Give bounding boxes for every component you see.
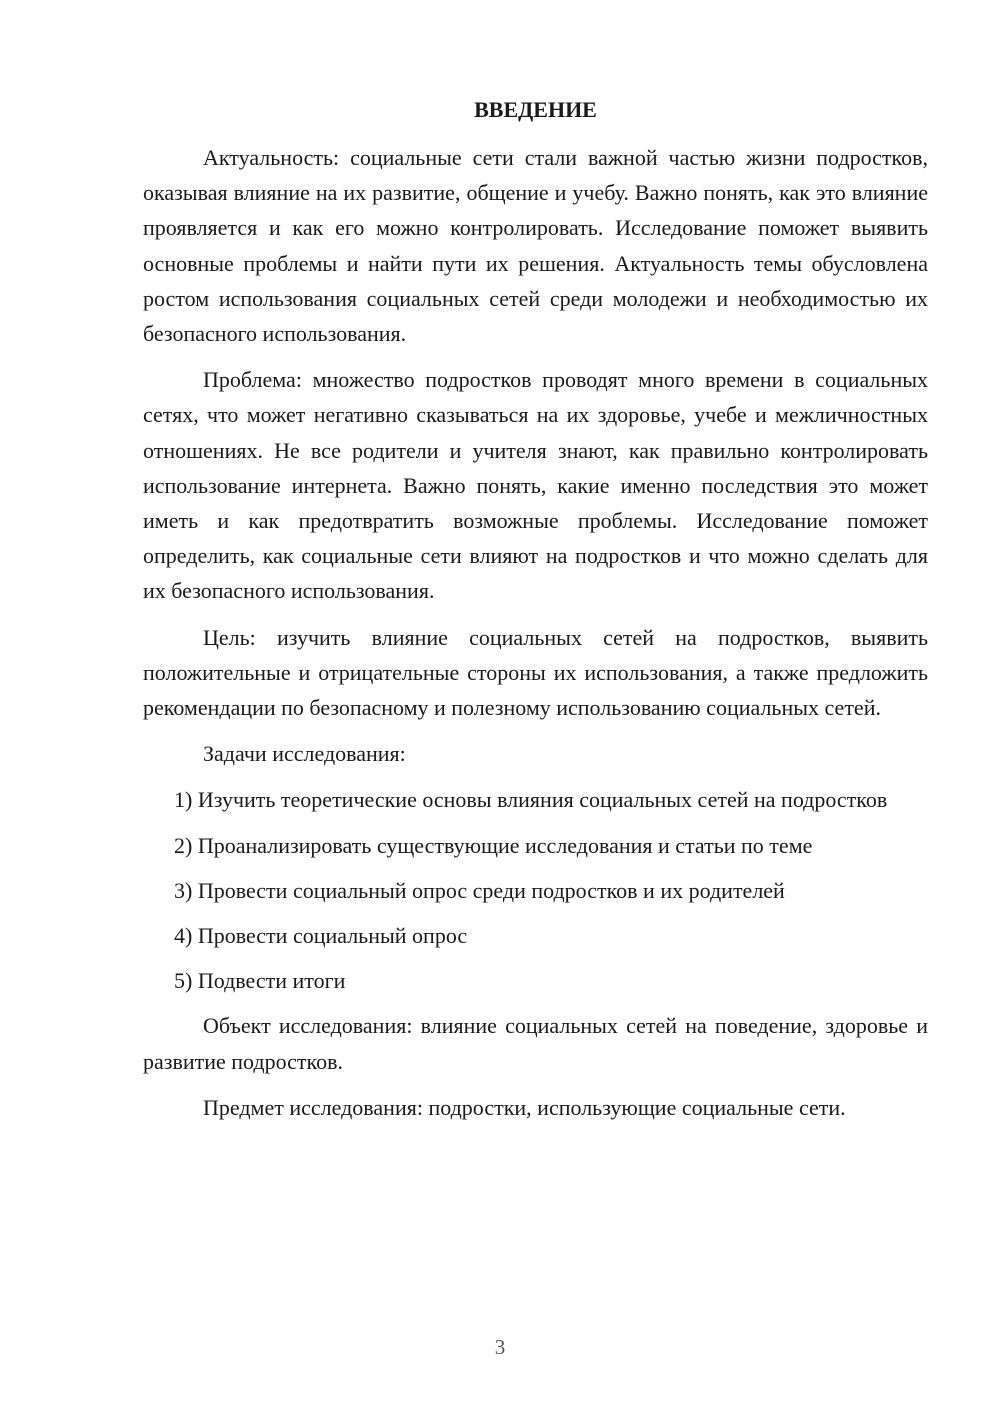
subject-paragraph: Предмет исследования: подростки, использующие социальные сети. bbox=[203, 1094, 846, 1120]
task-item-4: 4) Провести социальный опрос bbox=[174, 923, 468, 949]
task-item-2: 2) Проанализировать существующие исследования и статьи по теме bbox=[174, 832, 813, 858]
problem-paragraph: Проблема: множество подростков проводят много времени в социальных сетях, что может негативно сказываться на их здоровье, учебе и межличностных отношениях. Не все родители и учителя знают, как правильно контролировать использование интернета. Важно понять, какие именно последствия это может иметь и как предотвратить возможные проблемы. Исследование поможет определить, как социальные сети влияют на подростков и что можно сделать для их безопасного использования. bbox=[143, 367, 928, 604]
goal-paragraph: Цель: изучить влияние социальных сетей на подростков, выявить положительные и отрицательные стороны их использования, а также предложить рекомендации по безопасному и полезному использованию социальных сетей. bbox=[143, 624, 928, 721]
page-title: ВВЕДЕНИЕ bbox=[474, 97, 597, 122]
document-page bbox=[143, 92, 928, 1136]
tasks-heading: Задачи исследования: bbox=[203, 741, 406, 767]
page-number: 3 bbox=[494, 1335, 506, 1359]
tasks-list bbox=[143, 782, 928, 998]
task-item-1: 1) Изучить теоретические основы влияния социальных сетей на подростков bbox=[174, 787, 888, 813]
object-paragraph: Объект исследования: влияние социальных сетей на поведение, здоровье и развитие подростков. bbox=[143, 1013, 928, 1074]
task-item-5: 5) Подвести итоги bbox=[174, 968, 346, 994]
task-item-3: 3) Провести социальный опрос среди подростков и их родителей bbox=[174, 877, 785, 903]
relevance-paragraph: Актуальность: социальные сети стали важной частью жизни подростков, оказывая влияние на их развитие, общение и учебу. Важно понять, как это влияние проявляется и как его можно контролировать. Исследование поможет выявить основные проблемы и найти пути их решения. Актуальность темы обусловлена ростом использования социальных сетей среди молодежи и необходимостью их безопасного использования. bbox=[143, 145, 928, 347]
